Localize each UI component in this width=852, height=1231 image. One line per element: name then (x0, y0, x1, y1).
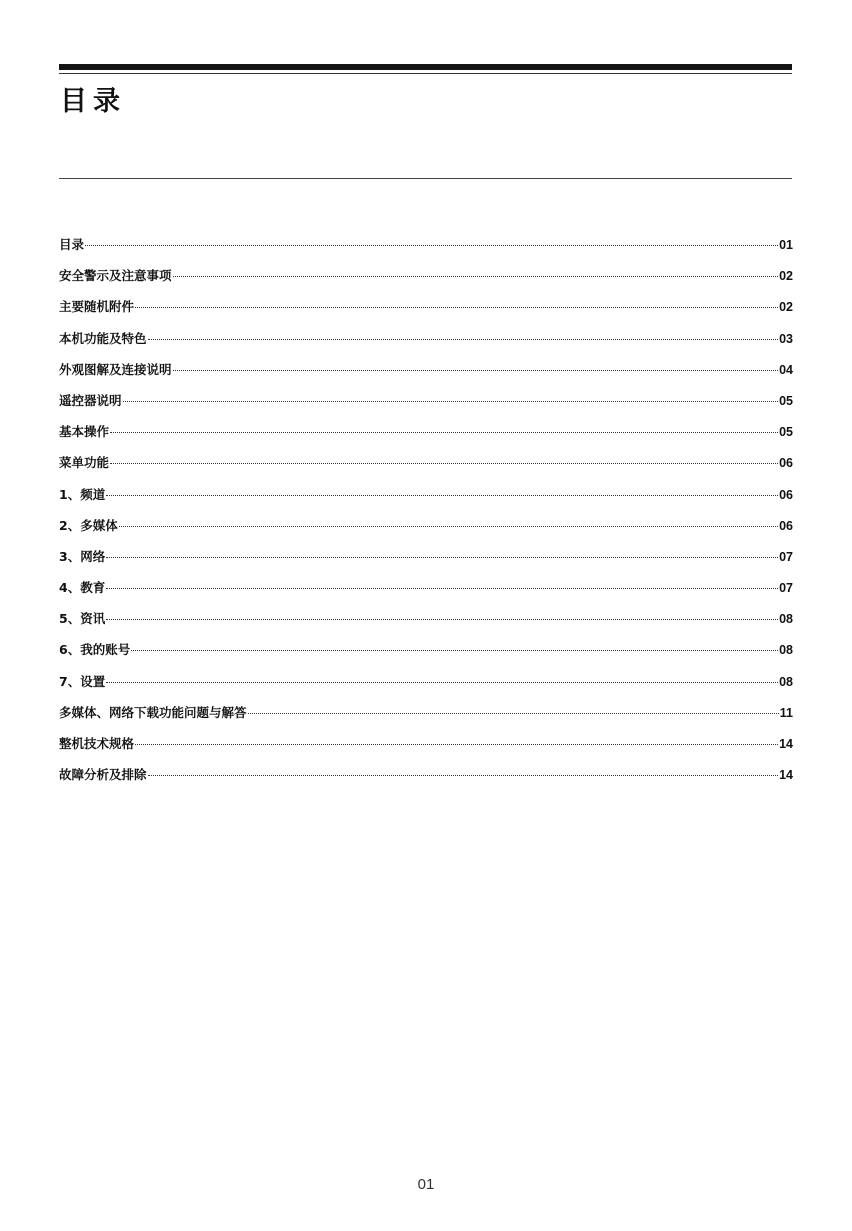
toc-entry-label: 主要随机附件 (59, 299, 135, 315)
toc-entry-page: 05 (779, 393, 793, 408)
toc-dot-leader (148, 775, 779, 776)
toc-entry-page: 08 (779, 674, 793, 689)
toc-entry-label: 6、我的账号 (59, 642, 131, 658)
toc-entry[interactable] (59, 235, 793, 266)
toc-entry[interactable] (59, 516, 793, 547)
toc-dot-leader (248, 713, 779, 714)
header-rule-thin (59, 73, 792, 74)
toc-entry-page: 02 (779, 269, 793, 284)
toc-entry-page: 14 (779, 737, 793, 751)
toc-entry-page: 02 (779, 300, 793, 315)
toc-dot-leader (119, 526, 778, 527)
toc-entry-page: 04 (779, 362, 793, 377)
toc-entry-label: 3、网络 (59, 548, 106, 564)
toc-entry[interactable] (59, 765, 793, 796)
toc-dot-leader (135, 744, 778, 745)
toc-entry-page: 06 (779, 518, 793, 533)
toc-entry-label: 1、频道 (59, 486, 106, 502)
toc-entry-page: 06 (779, 487, 793, 502)
section-divider (59, 178, 792, 179)
toc-dot-leader (135, 307, 778, 308)
toc-entry-page: 08 (779, 643, 793, 658)
toc-entry-label: 基本操作 (59, 424, 110, 440)
toc-entry[interactable] (59, 485, 793, 516)
toc-entry-label: 遥控器说明 (59, 392, 122, 408)
toc-entry-page: 07 (779, 581, 793, 596)
toc-entry[interactable] (59, 609, 793, 640)
toc-entry[interactable] (59, 266, 793, 297)
toc-entry-label: 7、设置 (59, 673, 106, 689)
toc-entry-label: 4、教育 (59, 580, 106, 596)
page-number: 01 (417, 1176, 435, 1193)
toc-entry[interactable] (59, 360, 793, 391)
toc-entry[interactable] (59, 422, 793, 453)
toc-dot-leader (106, 588, 778, 589)
toc-entry-label: 安全警示及注意事项 (59, 268, 172, 284)
toc-entry-page: 07 (779, 549, 793, 564)
toc-dot-leader (131, 650, 778, 651)
toc-entry[interactable] (59, 703, 793, 734)
toc-entry-label: 菜单功能 (59, 455, 110, 471)
toc-dot-leader (173, 370, 779, 371)
toc-dot-leader (85, 245, 778, 246)
toc-entry[interactable] (59, 640, 793, 671)
toc-entry-page: 01 (779, 238, 793, 252)
toc-entry[interactable] (59, 734, 793, 765)
header-rule-thick (59, 64, 792, 70)
toc-dot-leader (110, 463, 778, 464)
toc-dot-leader (173, 276, 779, 277)
toc-dot-leader (106, 557, 778, 558)
toc-entry[interactable] (59, 391, 793, 422)
toc-dot-leader (106, 495, 778, 496)
toc-dot-leader (123, 401, 779, 402)
toc-entry[interactable] (59, 578, 793, 609)
toc-entry-label: 目录 (59, 237, 85, 252)
toc-entry[interactable] (59, 297, 793, 328)
toc-dot-leader (148, 339, 779, 340)
toc-entry[interactable] (59, 672, 793, 703)
toc-entry-label: 多媒体、网络下载功能问题与解答 (59, 704, 247, 720)
toc-entry-label: 5、资讯 (59, 611, 106, 627)
toc-dot-leader (110, 432, 778, 433)
toc-entry-page: 03 (779, 331, 793, 346)
toc-entry-page: 08 (779, 612, 793, 627)
toc-entry-page: 06 (779, 456, 793, 471)
toc-entry-label: 本机功能及特色 (59, 330, 147, 346)
toc-entry-label: 2、多媒体 (59, 517, 118, 533)
toc-entry[interactable] (59, 453, 793, 484)
toc-dot-leader (106, 619, 778, 620)
toc-entry-label: 整机技术规格 (59, 736, 135, 751)
toc-entry[interactable] (59, 547, 793, 578)
table-of-contents (59, 235, 793, 796)
toc-entry-page: 11 (779, 705, 793, 720)
toc-dot-leader (106, 682, 778, 683)
toc-entry-page: 14 (779, 768, 793, 783)
toc-entry-page: 05 (779, 425, 793, 440)
toc-entry-label: 外观图解及连接说明 (59, 361, 172, 377)
toc-entry-label: 故障分析及排除 (59, 767, 147, 783)
toc-entry[interactable] (59, 329, 793, 360)
page-title: 目录 (60, 86, 126, 117)
